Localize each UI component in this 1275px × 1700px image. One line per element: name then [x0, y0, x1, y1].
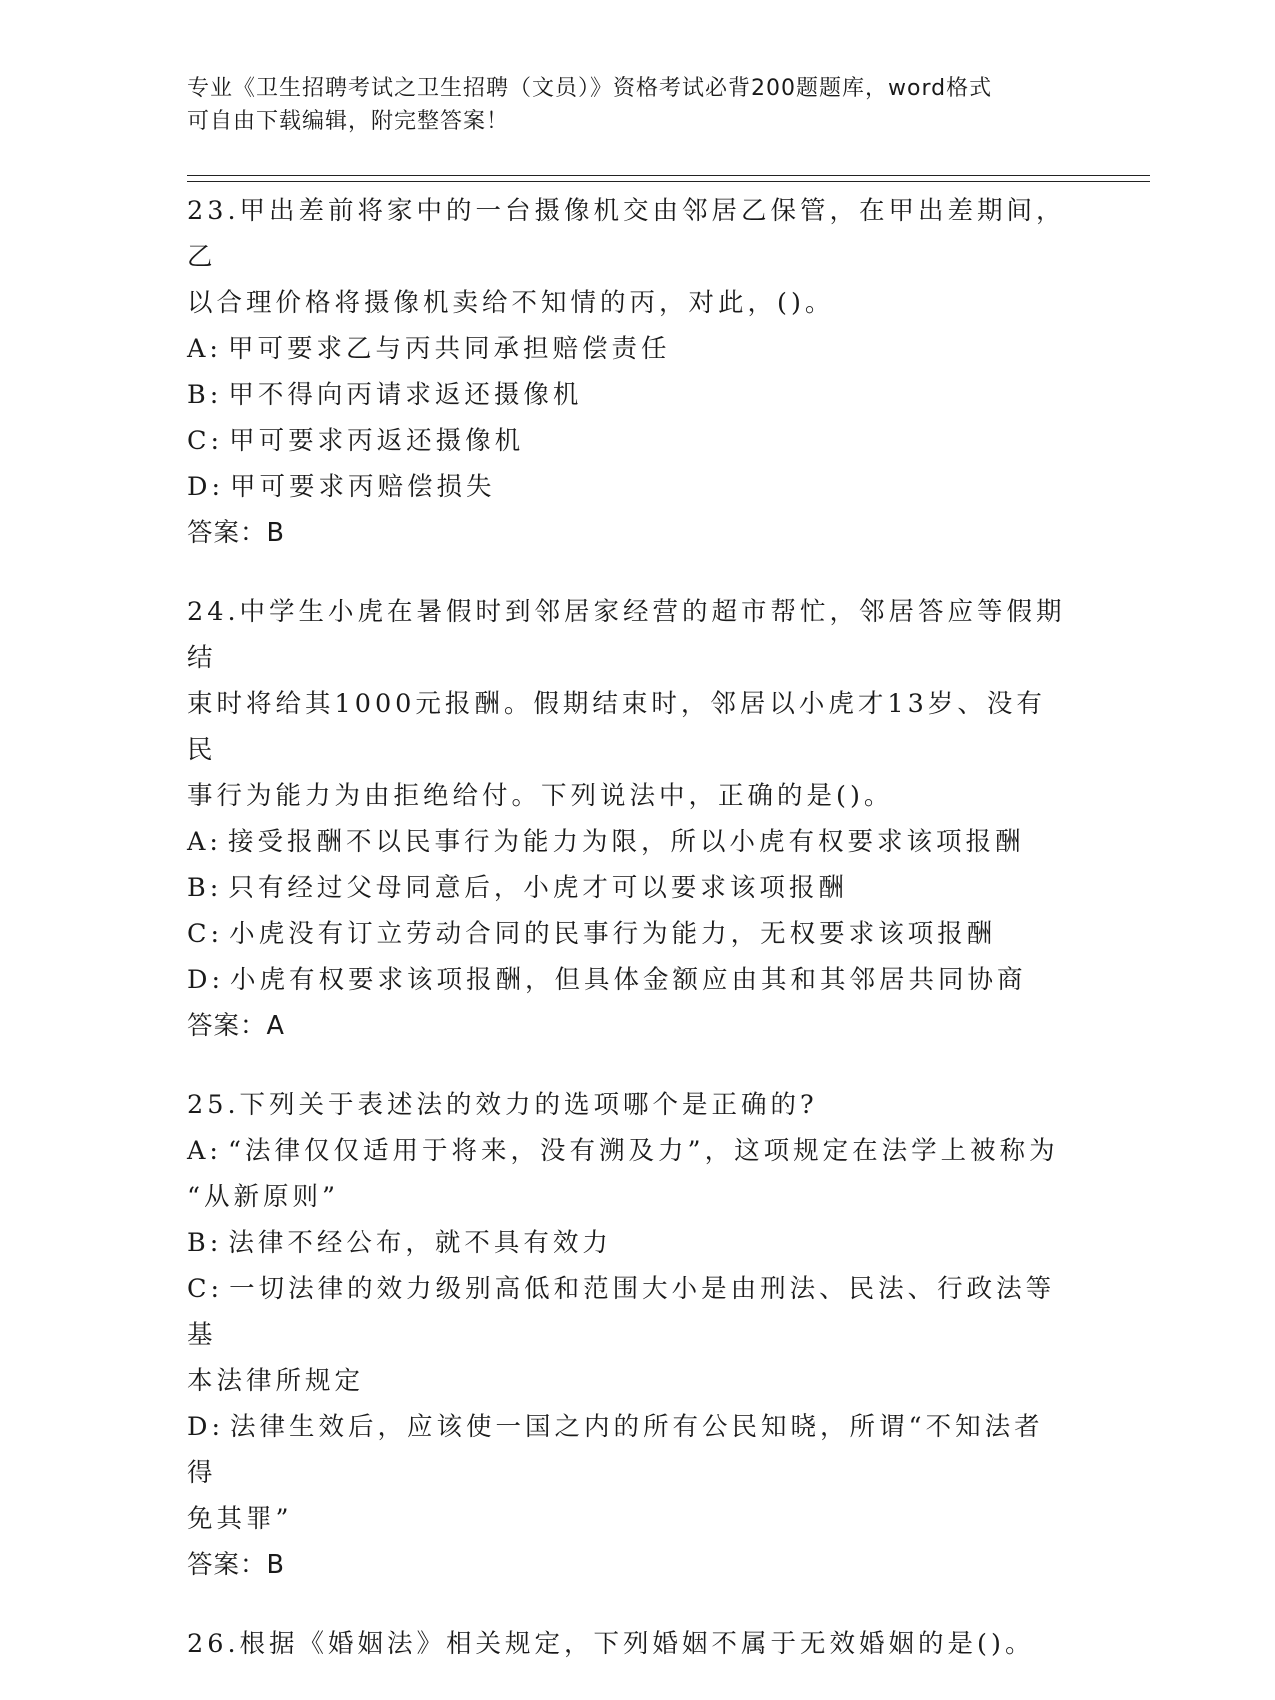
option-line	[187, 1404, 1067, 1496]
option-line	[187, 911, 1067, 957]
answer-line: 答案：A	[187, 1011, 285, 1041]
option-line	[187, 326, 1067, 372]
option-label: D:	[187, 965, 225, 995]
option-text: “从新原则”	[187, 1182, 340, 1212]
question-item	[187, 188, 1067, 556]
question-list	[187, 188, 1067, 1700]
option-label: B:	[187, 1228, 223, 1258]
question-stem-line: 事行为能力为由拒绝给付。下列说法中，正确的是()。	[187, 781, 894, 811]
option-line	[187, 418, 1067, 464]
option-line	[187, 957, 1067, 1003]
option-line	[187, 372, 1067, 418]
question-item	[187, 589, 1067, 1049]
header-line-2: 可自由下载编辑，附完整答案！	[187, 109, 510, 134]
option-text: 只有经过父母同意后，小虎才可以要求该项报酬	[228, 873, 848, 903]
option-line	[187, 1174, 1067, 1220]
option-text: 小虎有权要求该项报酬，但具体金额应由其和其邻居共同协商	[230, 965, 1027, 995]
header-line-1: 专业《卫生招聘考试之卫生招聘（文员）》资格考试必背200题题库，word格式	[187, 76, 993, 101]
question-stem-line: 24.中学生小虎在暑假时到邻居家经营的超市帮忙，邻居答应等假期结	[187, 597, 1066, 673]
option-text: 法律不经公布，就不具有效力	[228, 1228, 612, 1258]
option-line	[187, 1496, 1067, 1542]
option-label: D:	[187, 1412, 225, 1442]
option-text: 接受报酬不以民事行为能力为限，所以小虎有权要求该项报酬	[228, 827, 1025, 857]
option-text: 小虎没有订立劳动合同的民事行为能力，无权要求该项报酬	[229, 919, 997, 949]
option-text: 甲不得向丙请求返还摄像机	[228, 380, 583, 410]
option-label: A:	[187, 334, 223, 364]
answer-line: 答案：B	[187, 518, 285, 548]
option-text: 甲可要求丙返还摄像机	[229, 426, 525, 456]
option-line	[187, 819, 1067, 865]
question-stem-line: 以合理价格将摄像机卖给不知情的丙，对此，()。	[187, 288, 835, 318]
option-label: A:	[187, 1136, 223, 1166]
answer-line: 答案：B	[187, 1550, 285, 1580]
header-divider-bottom	[187, 181, 1150, 182]
option-label: A:	[187, 827, 223, 857]
question-stem-line: 26.根据《婚姻法》相关规定，下列婚姻不属于无效婚姻的是()。	[187, 1629, 1035, 1659]
option-text: 法律生效后，应该使一国之内的所有公民知晓，所谓“不知法者得	[187, 1412, 1044, 1488]
option-line	[187, 1128, 1067, 1174]
option-label: B:	[187, 380, 223, 410]
option-line	[187, 1220, 1067, 1266]
option-line	[187, 1266, 1067, 1358]
option-label: C:	[187, 1274, 224, 1304]
question-item	[187, 1082, 1067, 1588]
option-line	[187, 865, 1067, 911]
option-label: C:	[187, 426, 224, 456]
option-line	[187, 464, 1067, 510]
question-stem-line: 25.下列关于表述法的效力的选项哪个是正确的?	[187, 1090, 818, 1120]
header-divider-top	[187, 175, 1150, 176]
option-label: B:	[187, 873, 223, 903]
option-text: 甲可要求乙与丙共同承担赔偿责任	[228, 334, 671, 364]
option-text: 甲可要求丙赔偿损失	[230, 472, 496, 502]
question-stem-line: 23.甲出差前将家中的一台摄像机交由邻居乙保管，在甲出差期间，乙	[187, 196, 1066, 272]
option-label: C:	[187, 919, 224, 949]
option-text: 一切法律的效力级别高低和范围大小是由刑法、民法、行政法等基	[187, 1274, 1056, 1350]
option-text: 本法律所规定	[187, 1366, 365, 1396]
question-item	[187, 1621, 1067, 1667]
option-text: 免其罪”	[187, 1504, 293, 1534]
option-label: D:	[187, 472, 225, 502]
option-text: “法律仅仅适用于将来，没有溯及力”，这项规定在法学上被称为	[228, 1136, 1059, 1166]
document-header	[187, 72, 1067, 138]
question-stem-line: 束时将给其1000元报酬。假期结束时，邻居以小虎才13岁、没有民	[187, 689, 1046, 765]
option-line	[187, 1358, 1067, 1404]
